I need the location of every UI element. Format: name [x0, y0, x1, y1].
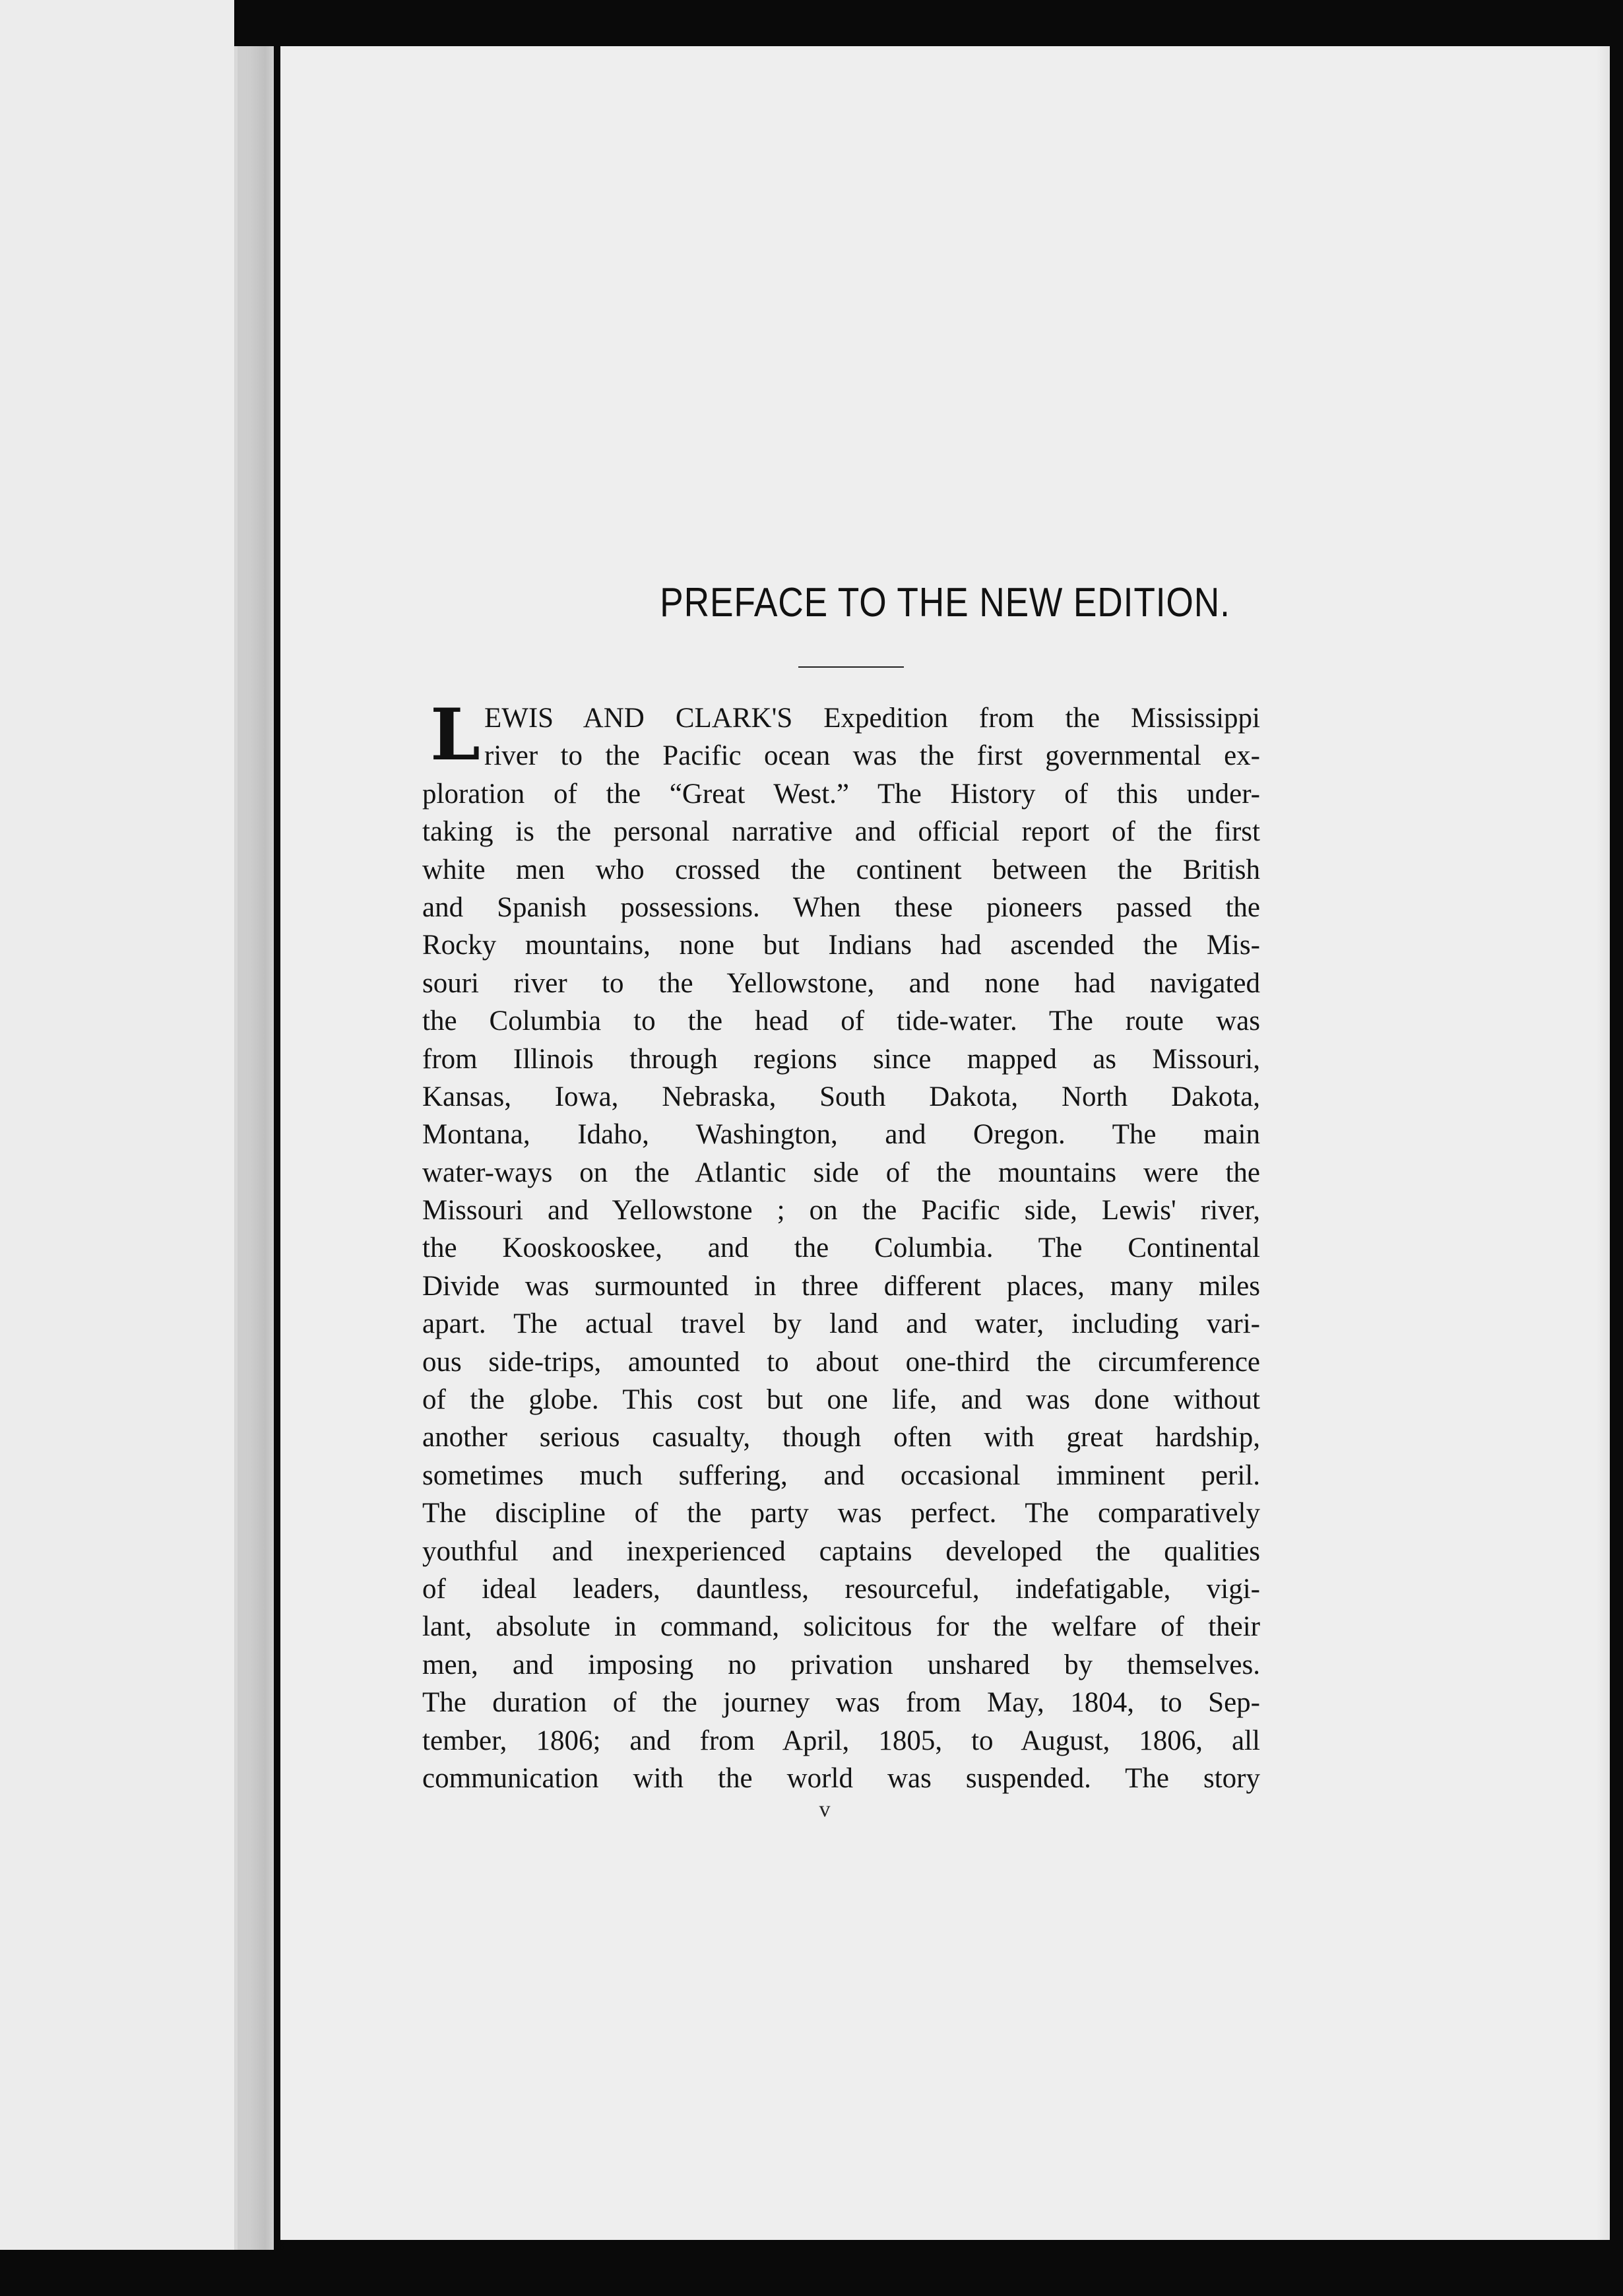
body-line: sometimes much suffering, and occasional imminent peril.	[422, 1459, 1260, 1491]
facing-page	[0, 0, 234, 2250]
body-line: Montana, Idaho, Washington, and Oregon. The main	[422, 1119, 1260, 1151]
drop-cap: L	[430, 693, 480, 777]
body-line: men, and imposing no privation unshared by themselves.	[422, 1649, 1260, 1680]
body-line: white men who crossed the continent between the British	[422, 854, 1260, 885]
body-line: lant, absolute in command, solicitous for the welfare of their	[422, 1611, 1260, 1643]
body-line: another serious casualty, though often with great hardship,	[422, 1422, 1260, 1453]
page-number: v	[819, 1797, 831, 1822]
body-line: ploration of the “Great West.” The History of this under-	[422, 778, 1260, 810]
body-line: tember, 1806; and from April, 1805, to August, 1806, all	[422, 1725, 1260, 1756]
body-line: ous side-trips, amounted to about one-third the circumference	[422, 1346, 1260, 1378]
body-line: youthful and inexperienced captains developed the qualities	[422, 1535, 1260, 1567]
body-line: apart. The actual travel by land and water, including vari-	[422, 1308, 1260, 1340]
body-line: The discipline of the party was perfect. The comparatively	[422, 1498, 1260, 1529]
body-line: Divide was surmounted in three different places, many miles	[422, 1270, 1260, 1302]
body-line: EWIS AND CLARK'S Expedition from the Mississippi	[484, 703, 1260, 734]
body-line: souri river to the Yellowstone, and none had navigated	[422, 967, 1260, 999]
body-line: Rocky mountains, none but Indians had ascended the Mis-	[422, 930, 1260, 961]
body-line: from Illinois through regions since mapped as Missouri,	[422, 1043, 1260, 1075]
body-line: Missouri and Yellowstone ; on the Pacific side, Lewis' river,	[422, 1195, 1260, 1227]
body-line: the Kooskooskee, and the Columbia. The Continental	[422, 1232, 1260, 1264]
body-line: water-ways on the Atlantic side of the mountains were the	[422, 1157, 1260, 1188]
preface-body	[422, 693, 1260, 1797]
body-line: communication with the world was suspended. The story	[422, 1762, 1260, 1794]
page-right-edge	[1597, 46, 1610, 2240]
body-line: river to the Pacific ocean was the first governmental ex-	[484, 740, 1260, 772]
page-title: PREFACE TO THE NEW EDITION.	[660, 580, 1230, 625]
book-gutter	[238, 46, 284, 2250]
title-rule	[798, 666, 904, 668]
body-line: and Spanish possessions. When these pioneers passed the	[422, 891, 1260, 923]
body-line: taking is the personal narrative and official report of the first	[422, 816, 1260, 848]
body-line: of the globe. This cost but one life, and was done without	[422, 1384, 1260, 1416]
body-line: the Columbia to the head of tide-water. The route was	[422, 1005, 1260, 1037]
body-line: Kansas, Iowa, Nebraska, South Dakota, North Dakota,	[422, 1081, 1260, 1112]
body-line: of ideal leaders, dauntless, resourceful, indefatigable, vigi-	[422, 1573, 1260, 1605]
body-line: The duration of the journey was from May, 1804, to Sep-	[422, 1687, 1260, 1719]
